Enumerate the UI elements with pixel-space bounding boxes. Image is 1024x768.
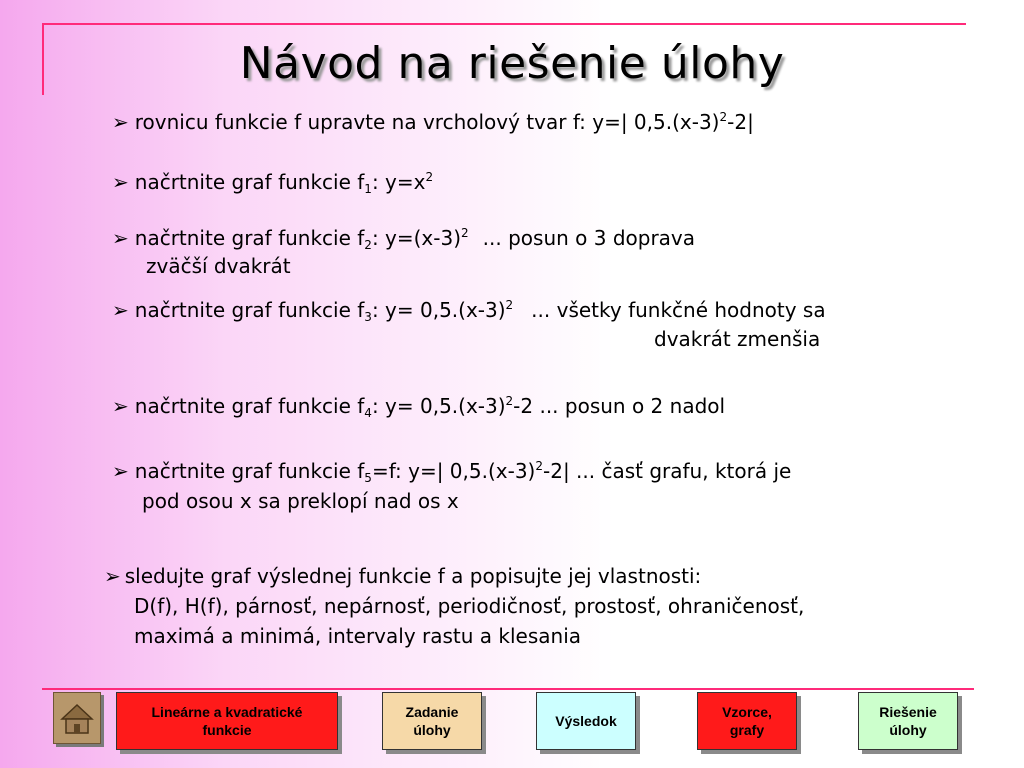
step-3-continuation: zväčší dvakrát bbox=[146, 254, 291, 278]
step-4-continuation: dvakrát zmenšia bbox=[654, 327, 821, 351]
bottom-decor-line bbox=[42, 688, 974, 690]
step-6-continuation: pod osou x sa preklopí nad os x bbox=[142, 489, 459, 513]
bullet-arrow-icon: ➢ bbox=[112, 394, 129, 418]
step-3: ➢ načrtnite graf funkcie $f_2$: $y=(x-3)^2$ ... posun o 3 doprava bbox=[112, 226, 696, 252]
bullet-arrow-icon: ➢ bbox=[104, 564, 121, 588]
step-5: ➢ načrtnite graf funkcie $f_4$: $y= 0,5.(x-3)^2-2$ ... posun o 2 nadol bbox=[112, 394, 726, 420]
bullet-arrow-icon: ➢ bbox=[112, 459, 129, 483]
step-4: ➢ načrtnite graf funkcie $f_3$: $y= 0,5.(x-3)^2$ ... všetky funkčné hodnoty sa bbox=[112, 298, 826, 324]
bullet-arrow-icon: ➢ bbox=[112, 226, 129, 250]
home-icon bbox=[54, 693, 100, 743]
nav-solution-button[interactable]: Riešenie úlohy bbox=[858, 692, 958, 750]
step-1: ➢ rovnicu funkcie f upravte na vrcholový tvar f: y=| $0,5.(x-3)^2-2|$ bbox=[112, 110, 754, 134]
nav-linear-quadratic-functions-button[interactable]: Lineárne a kvadratické funkcie bbox=[116, 692, 338, 750]
bullet-arrow-icon: ➢ bbox=[112, 298, 129, 322]
top-decor-line bbox=[42, 23, 966, 25]
step-7-continuation-2: maximá a minimá, intervaly rastu a klesania bbox=[134, 624, 582, 648]
bullet-arrow-icon: ➢ bbox=[112, 170, 129, 194]
nav-result-button[interactable]: Výsledok bbox=[536, 692, 636, 750]
step-7-continuation-1: D(f), H(f), párnosť, nepárnosť, periodičnosť, prostosť, ohraničenosť, bbox=[134, 594, 805, 618]
home-button[interactable] bbox=[53, 692, 101, 744]
nav-task-assignment-button[interactable]: Zadanie úlohy bbox=[382, 692, 482, 750]
nav-formulas-graphs-button[interactable]: Vzorce, grafy bbox=[697, 692, 797, 750]
step-7: ➢ sledujte graf výslednej funkcie f a popisujte jej vlastnosti: bbox=[104, 564, 702, 588]
step-6: ➢ načrtnite graf funkcie $f_5=f$: y=| $0,5.(x-3)^2-2|$ ... časť grafu, ktorá je bbox=[112, 459, 792, 485]
page-title: Návod na riešenie úlohy bbox=[239, 38, 785, 89]
bullet-arrow-icon: ➢ bbox=[112, 110, 129, 134]
step-2: ➢ načrtnite graf funkcie $f_1$: $y=x^2$ bbox=[112, 170, 434, 196]
